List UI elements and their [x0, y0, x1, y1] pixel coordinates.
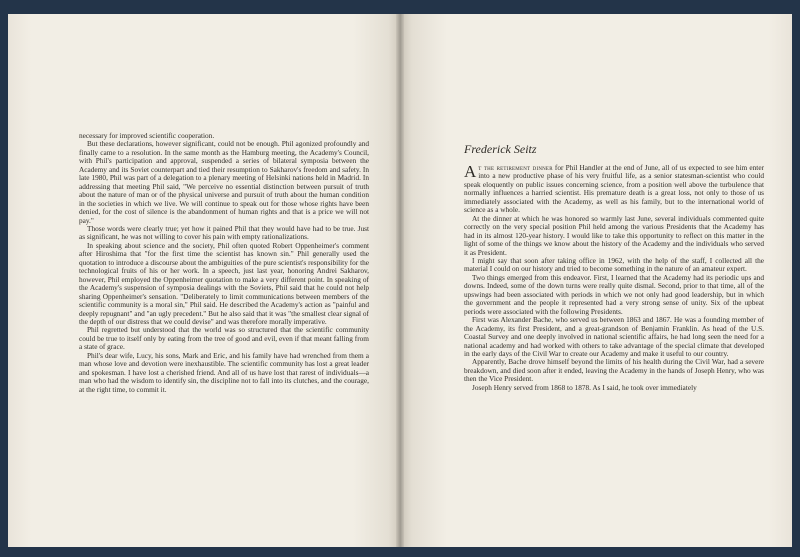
section-heading: Frederick Seitz [464, 142, 537, 156]
right-page [400, 14, 792, 547]
paragraph: Phil's dear wife, Lucy, his sons, Mark and Eric, and his family have had wrenched from them a man whose love and devotion were inexhaustible. The scientific community has lost a great leader and spokesman. I have lost a cherished friend. And all of us have lost that rarest of individuals—a man who had the wisdom to identify sin, the discipline not to fall into its clutches, and the courage, at the right time, to commit it. [79, 350, 369, 394]
paragraph: I might say that soon after taking office in 1962, with the help of the staff, I collected all the material I could on our history and tried to become something in the nature of an amateur expert. [464, 255, 764, 274]
paragraph: necessary for improved scientific cooperation. [79, 131, 215, 140]
right-page-text [464, 164, 764, 392]
paragraph: First was Alexander Bache, who served us between 1863 and 1867. He was a founding member of the Academy, its first President, and a great-grandson of Benjamin Franklin. As head of the U.S. Coastal Survey and one deeply involved in national scientific affairs, he had long seen the need for a national academy and had worked with others to take advantage of the special climate that developed in the early days of the Civil War to create our Academy and make it useful to our country. [464, 315, 764, 358]
paragraph: Apparently, Bache drove himself beyond the limits of his health during the Civil War, had a severe breakdown, and died soon after it ended, leaving the Academy in the hands of Joseph Henry, who was then the Vice President. [464, 357, 764, 384]
paragraph: Two things emerged from this endeavor. First, I learned that the Academy had its periodic ups and downs. Indeed, some of the down turns were really quite dismal. Second, prior to that time, all of the upswings had been associated with periods in which we not only had good leadership, but in which the government and the people it represented had a very strong sense of unity. Six of the upbeat periods were associated with the following Presidents. [464, 272, 764, 316]
paragraph: Those words were clearly true; yet how it pained Phil that they would have had to be true. Just as significant, he was not willing to cover his pain with empty rationalizations. [79, 223, 369, 242]
paragraph: In speaking about science and the society, Phil often quoted Robert Oppenheimer's comment after Hiroshima that "for the first time the scientist has known sin." Phil generally used the quotation to introduce a discourse about the ambiguities of the pure scientist's responsibility for the technological fruits of his or her work. In a speech, just last year, honoring Andrei Sakharov, however, Phil employed the Oppenheimer quotation to make a very different point. In speaking of the Academy's suspension of symposia dealings with the Soviets, Phil said that he could not help sharing Oppenheimer's sensation. "Deliberately to limit communications between members of the scientific community is a moral sin," Phil said. He described the Academy's action as "painful and deeply repugnant" and "an ugly precedent." But he also said that it was "the smallest clear signal of the depth of our distress that we could devise" and was therefore morally imperative. [79, 240, 369, 326]
left-page-text [79, 132, 369, 394]
opening-paragraph [464, 164, 764, 215]
opening-paragraph-text: for Phil Handler at the end of June, all of us expected to see him enter into a new productive phase of his very fruitful life, as a senior statesman-scientist who could speak eloquently on public issues concerning science, from a position well above the turbulence that normally influences a harried scientist. His premature death is a great loss, not only to those of us immediately associated with the Academy, as well as his family, but to the international world of science as a whole. [464, 163, 764, 215]
lead-in: t the retirement dinner [478, 163, 553, 172]
left-page [8, 14, 400, 547]
book-gutter [396, 14, 404, 547]
paragraph: But these declarations, however significant, could not be enough. Phil agonized profoundly and finally came to a resolution. In the same month as the Hamburg meeting, the Academy's Council, with Phil's participation and approval, suspended a series of bilateral symposia between the Academy and its Soviet counterpart and tied their resumption to Sakharov's freedom and safety. In late 1980, Phil was part of a delegation to a plenary meeting of Helsinki nations held in Madrid. In addressing that meeting Phil said, "We perceive no essential distinction between pursuit of truth about the nature of man or of the physical universe and pursuit of truth about the human condition in the societies in which we live. We will continue to speak out for those whose rights have been denied, for the cost of silence is the abandonment of human rights and that is a price we will not pay." [79, 139, 369, 225]
paragraph: At the dinner at which he was honored so warmly last June, several individuals commented quite correctly on the very special position Phil held among the various Presidents that the Academy has had in its almost 120-year history. I would like to take this opportunity to reflect on this matter in the light of some of the things we know about the history of the Academy and the individuals who served it as President. [464, 213, 764, 257]
paragraph: Joseph Henry served from 1868 to 1878. As I said, he took over immediately [472, 382, 697, 392]
open-book [8, 14, 792, 547]
drop-cap: A [464, 162, 477, 181]
paragraph: Phil regretted but understood that the world was so structured that the scientific community could be true to itself only by eating from the tree of good and evil, even if that meant falling from a state of grace. [79, 325, 369, 352]
